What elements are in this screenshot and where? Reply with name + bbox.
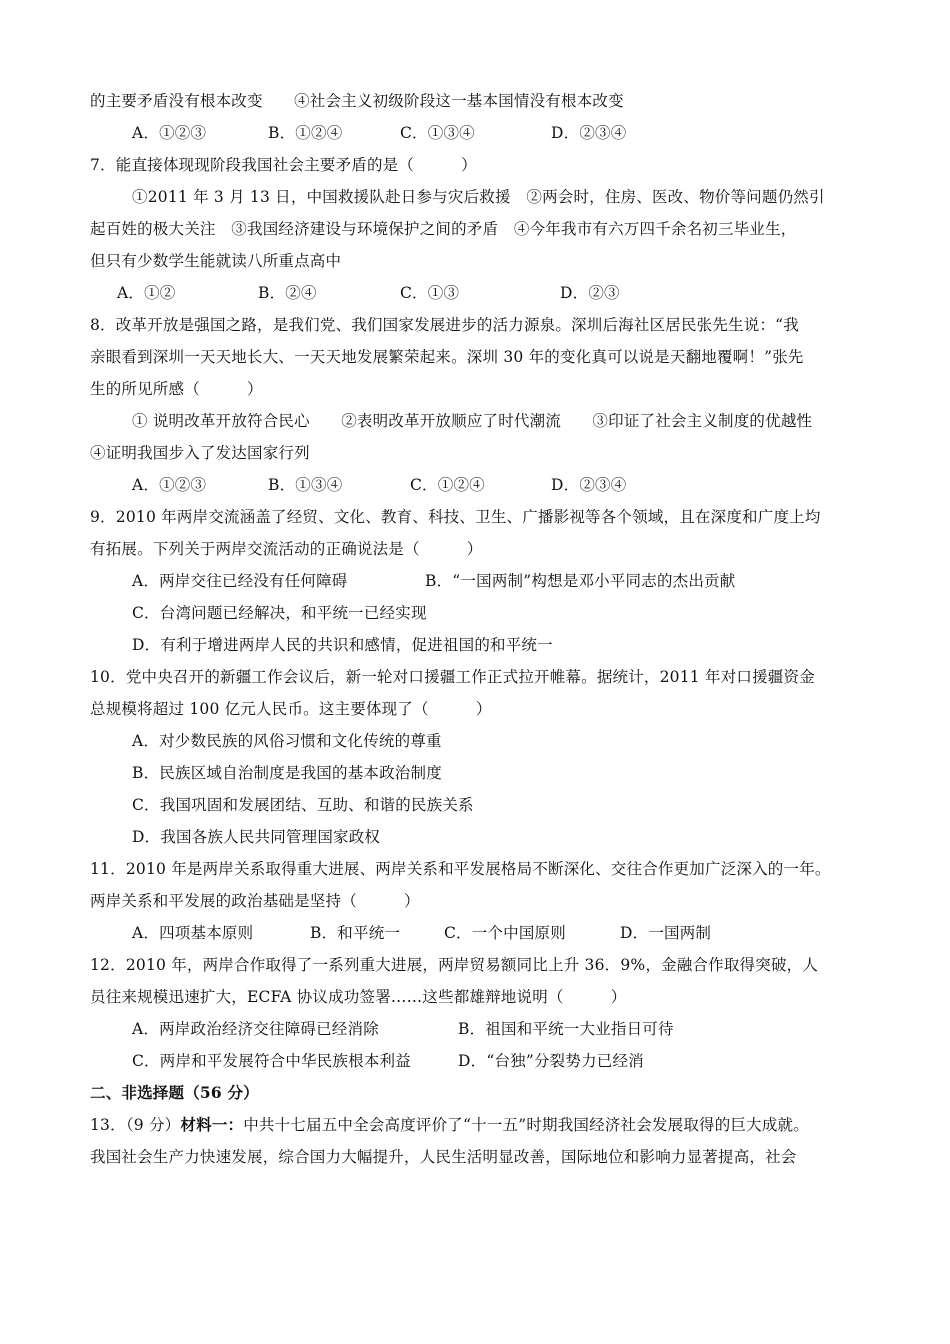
- option-b: B．“一国两制”构想是邓小平同志的杰出贡献: [425, 572, 736, 590]
- option-d: D．一国两制: [620, 924, 712, 942]
- option-a: A．对少数民族的风俗习惯和文化传统的尊重: [132, 732, 442, 750]
- question-8-line: ① 说明改革开放符合民心 ②表明改革开放顺应了时代潮流 ③印证了社会主义制度的优越性: [132, 412, 813, 430]
- option-a: A．四项基本原则: [132, 924, 254, 942]
- question-9-line: 有拓展。下列关于两岸交流活动的正确说法是（ ）: [90, 540, 483, 558]
- question-13-line: 我国社会生产力快速发展，综合国力大幅提升，人民生活明显改善，国际地位和影响力显著提高，社会: [90, 1148, 797, 1166]
- option-c: C．①②④: [410, 476, 485, 494]
- question-7-line: ①2011 年 3 月 13 日，中国救援队赴日参与灾后救援 ②两会时，住房、医改、物价等问题仍然引: [132, 188, 825, 206]
- option-b: B．①③④: [268, 476, 343, 494]
- question-7: 7．能直接体现现阶段我国社会主要矛盾的是（ ）: [90, 156, 477, 174]
- question-12: 12．2010 年，两岸合作取得了一系列重大进展，两岸贸易额同比上升 36．9%，金融合作取得突破，人: [90, 956, 819, 974]
- question-13-text: 中共十七届五中全会高度评价了“十一五”时期我国经济社会发展取得的巨大成就。: [243, 1116, 809, 1134]
- text-line: 的主要矛盾没有根本改变 ④社会主义初级阶段这一基本国情没有根本改变: [90, 92, 624, 110]
- option-d: D．②③④: [551, 476, 627, 494]
- question-8-line: ④证明我国步入了发达国家行列: [90, 444, 310, 462]
- option-d: D．②③: [560, 284, 620, 302]
- material-label: 材料一：: [180, 1115, 244, 1134]
- section-heading: 二、非选择题（56 分）: [90, 1083, 259, 1102]
- option-d: D．有利于增进两岸人民的共识和感情，促进祖国的和平统一: [132, 636, 553, 654]
- option-a: A．两岸政治经济交往障碍已经消除: [132, 1020, 379, 1038]
- question-13: [90, 1115, 809, 1135]
- option-a: A．两岸交往已经没有任何障碍: [132, 572, 348, 590]
- option-b: B．①②④: [268, 124, 343, 142]
- question-8-line: 亲眼看到深圳一天天地长大、一天天地发展繁荣起来。深圳 30 年的变化真可以说是天翻地覆啊！”张先: [90, 348, 804, 366]
- option-a: A．①②: [117, 284, 176, 302]
- option-c: C．①③④: [400, 124, 475, 142]
- question-7-line: 但只有少数学生能就读八所重点高中: [90, 252, 342, 270]
- option-d: D．我国各族人民共同管理国家政权: [132, 828, 381, 846]
- option-c: C．台湾问题已经解决，和平统一已经实现: [132, 604, 427, 622]
- question-10: 10．党中央召开的新疆工作会议后，新一轮对口援疆工作正式拉开帷幕。据统计，2011 年对口援疆资金: [90, 668, 815, 686]
- question-9: 9．2010 年两岸交流涵盖了经贸、文化、教育、科技、卫生、广播影视等各个领域，且在深度和广度上均: [90, 508, 821, 526]
- option-c: C．一个中国原则: [444, 924, 566, 942]
- question-10-line: 总规模将超过 100 亿元人民币。这主要体现了（ ）: [90, 700, 492, 718]
- option-d: D．“台独”分裂势力已经消: [458, 1052, 644, 1070]
- question-8-line: 生的所见所感（ ）: [90, 380, 263, 398]
- option-b: B．②④: [258, 284, 317, 302]
- option-a: A．①②③: [132, 476, 207, 494]
- option-c: C．①③: [400, 284, 460, 302]
- option-c: C．我国巩固和发展团结、互助、和谐的民族关系: [132, 796, 474, 814]
- option-b: B．和平统一: [310, 924, 401, 942]
- option-b: B．祖国和平统一大业指日可待: [458, 1020, 674, 1038]
- option-d: D．②③④: [551, 124, 627, 142]
- question-11: 11．2010 年是两岸关系取得重大进展、两岸关系和平发展格局不断深化、交往合作更加广泛深入的一年。: [90, 860, 831, 878]
- question-12-line: 员往来规模迅速扩大，ECFA 协议成功签署……这些都雄辩地说明（ ）: [90, 988, 627, 1006]
- question-8: 8．改革开放是强国之路，是我们党、我们国家发展进步的活力源泉。深圳后海社区居民张先生说：“我: [90, 316, 799, 334]
- option-c: C．两岸和平发展符合中华民族根本利益: [132, 1052, 411, 1070]
- question-13-number: 13．（9 分）: [90, 1116, 181, 1134]
- option-b: B．民族区域自治制度是我国的基本政治制度: [132, 764, 442, 782]
- question-7-line: 起百姓的极大关注 ③我国经济建设与环境保护之间的矛盾 ④今年我市有六万四千余名初三毕业生，: [90, 220, 797, 238]
- question-11-line: 两岸关系和平发展的政治基础是坚持（ ）: [90, 892, 420, 910]
- option-a: A．①②③: [132, 124, 207, 142]
